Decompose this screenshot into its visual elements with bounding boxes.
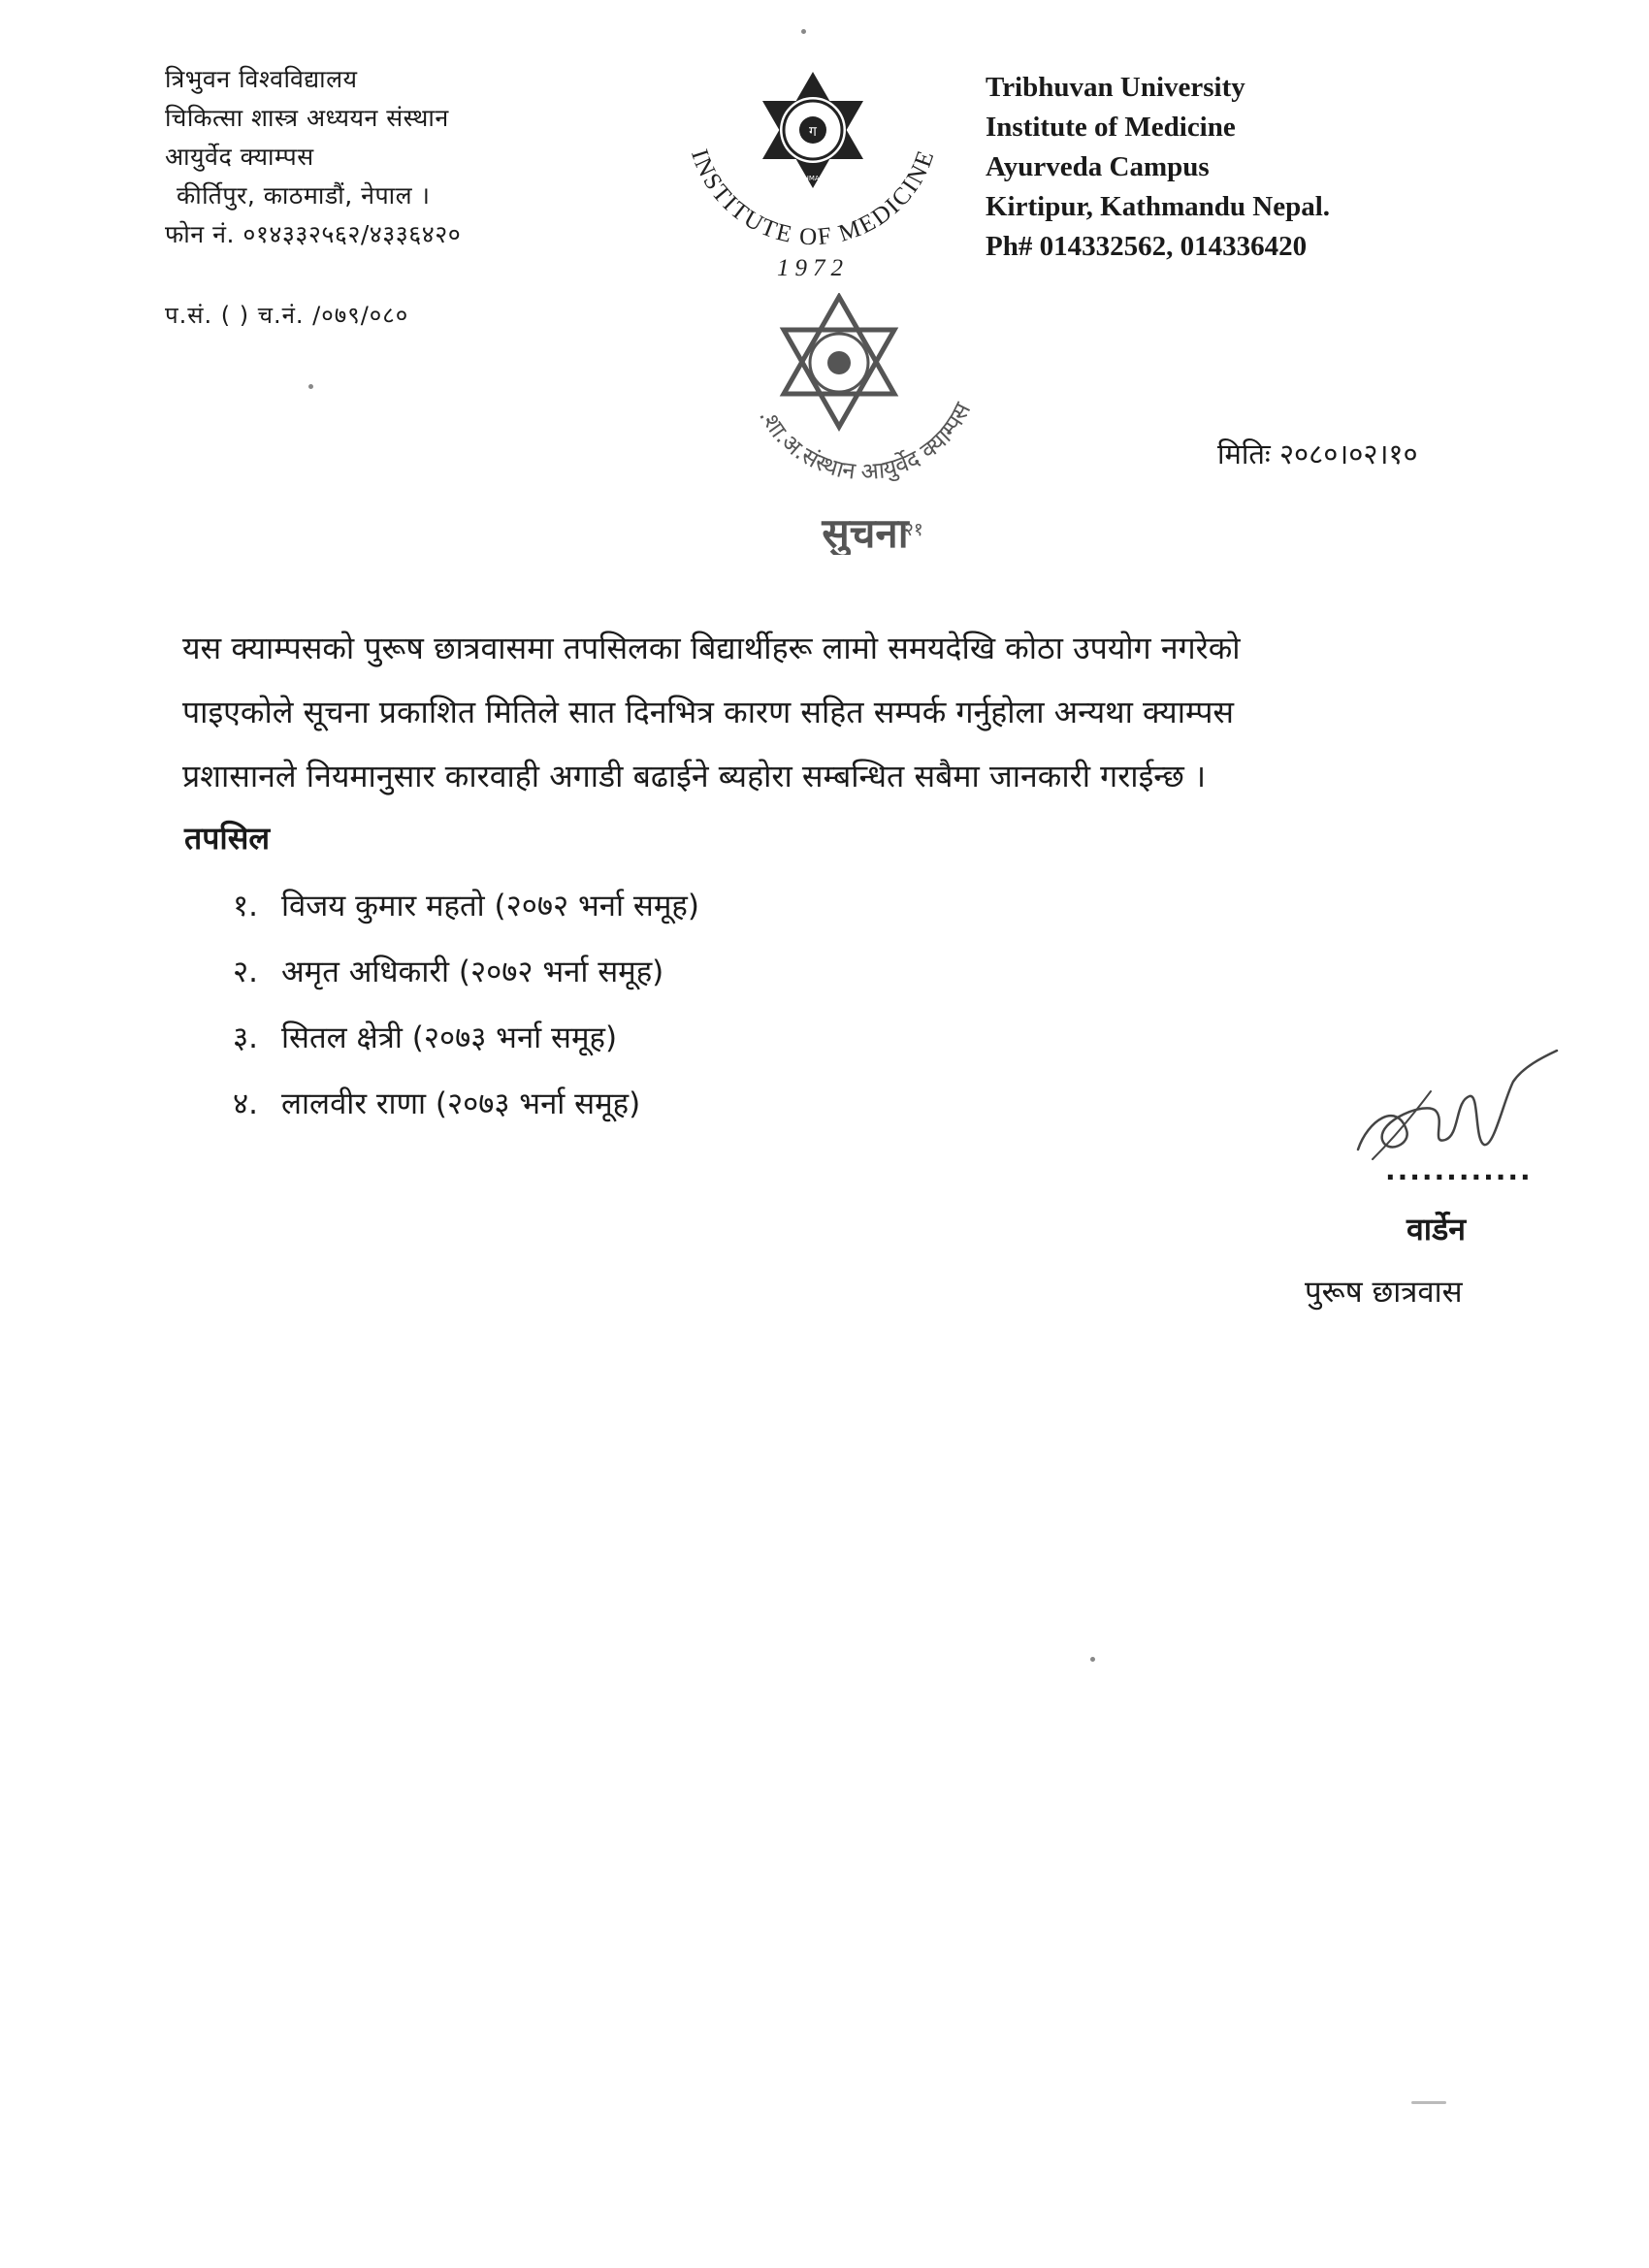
signatory-office: पुरूष छात्रवास [1305, 1275, 1463, 1310]
header-right-line3: Ayurveda Campus [986, 151, 1210, 182]
notice-date: मितिः २०८०।०२।१० [1217, 437, 1418, 470]
header-right-line2: Institute of Medicine [986, 112, 1236, 143]
list-item-text: सितल क्षेत्री (२०७३ भर्ना समूह) [281, 1021, 618, 1055]
header-left [165, 60, 611, 254]
scan-speck [308, 384, 313, 389]
notice-body [182, 616, 1502, 808]
list-item-number: २. [233, 955, 258, 989]
header-left-line2: चिकित्सा शास्त्र अध्ययन संस्थान [165, 104, 449, 132]
scan-speck [1411, 2101, 1446, 2104]
body-line: प्रशासानले नियमानुसार कारवाही अगाडी बढाईने ब्यहोरा सम्बन्धित सबैमा जानकारी गराईन्छ । [182, 758, 1207, 794]
signatory-title: वार्डेन [1406, 1211, 1466, 1247]
stamp-label: सुचना [822, 509, 909, 555]
header-left-line1: त्रिभुवन विश्वविद्यालय [165, 65, 358, 93]
list-item-number: १. [233, 889, 258, 923]
stamp-ring-text: .शा.अ.संस्थान आयुर्वेद क्याम्पस [754, 398, 977, 486]
list-item-text: विजय कुमार महतो (२०७२ भर्ना समूह) [281, 889, 699, 923]
list-item [233, 1005, 699, 1071]
list-item-text: लालवीर राणा (२०७३ भर्ना समूह) [281, 1086, 641, 1121]
header-left-line5: फोन नं. ०१४३३२५६२/४३३६४२० [165, 220, 462, 248]
header-right [986, 68, 1451, 267]
stamp-number: २१ [904, 519, 923, 540]
logo-ring-text: INSTITUTE OF MEDICINE [686, 146, 941, 251]
svg-text:त्रि.वि., चि.शा.अ.संस्थान आयुर [737, 293, 977, 486]
header-right-line5: Ph# 014332562, 014336420 [986, 231, 1308, 262]
header-right-line4: Kirtipur, Kathmandu Nepal. [986, 191, 1331, 222]
header-right-line1: Tribhuvan University [986, 72, 1245, 103]
header-left-line4: कीर्तिपुर, काठमाडौं, नेपाल । [177, 181, 431, 210]
signature-dots: ............ [1385, 1154, 1533, 1186]
list-item-text: अमृत अधिकारी (२०७२ भर्ना समूह) [281, 955, 664, 989]
student-list [233, 873, 699, 1137]
reference-number: प.सं. ( ) च.नं. /०७९/०८० [165, 302, 409, 329]
list-item [233, 873, 699, 939]
body-line: पाइएकोले सूचना प्रकाशित मितिले सात दिनभित्र कारण सहित सम्पर्क गर्नुहोला अन्यथा क्याम्पस [182, 694, 1235, 730]
list-heading: तपसिल [184, 820, 271, 857]
scan-speck [801, 29, 806, 34]
list-item-number: ३. [233, 1021, 258, 1055]
header-left-line3: आयुर्वेद क्याम्पस [165, 143, 314, 171]
list-item [233, 1071, 699, 1137]
scan-speck [1090, 1657, 1095, 1662]
list-item-number: ४. [233, 1086, 258, 1121]
notice-stamp [737, 293, 1009, 555]
institute-logo [667, 60, 958, 293]
svg-text:ग: ग [809, 124, 817, 140]
logo-center-text: KATHMANDU [791, 175, 835, 182]
logo-year: 1972 [777, 255, 849, 281]
list-item [233, 939, 699, 1005]
body-line: यस क्याम्पसको पुरूष छात्रवासमा तपसिलका बिद्यार्थीहरू लामो समयदेखि कोठा उपयोग नगरेको [182, 630, 1241, 666]
